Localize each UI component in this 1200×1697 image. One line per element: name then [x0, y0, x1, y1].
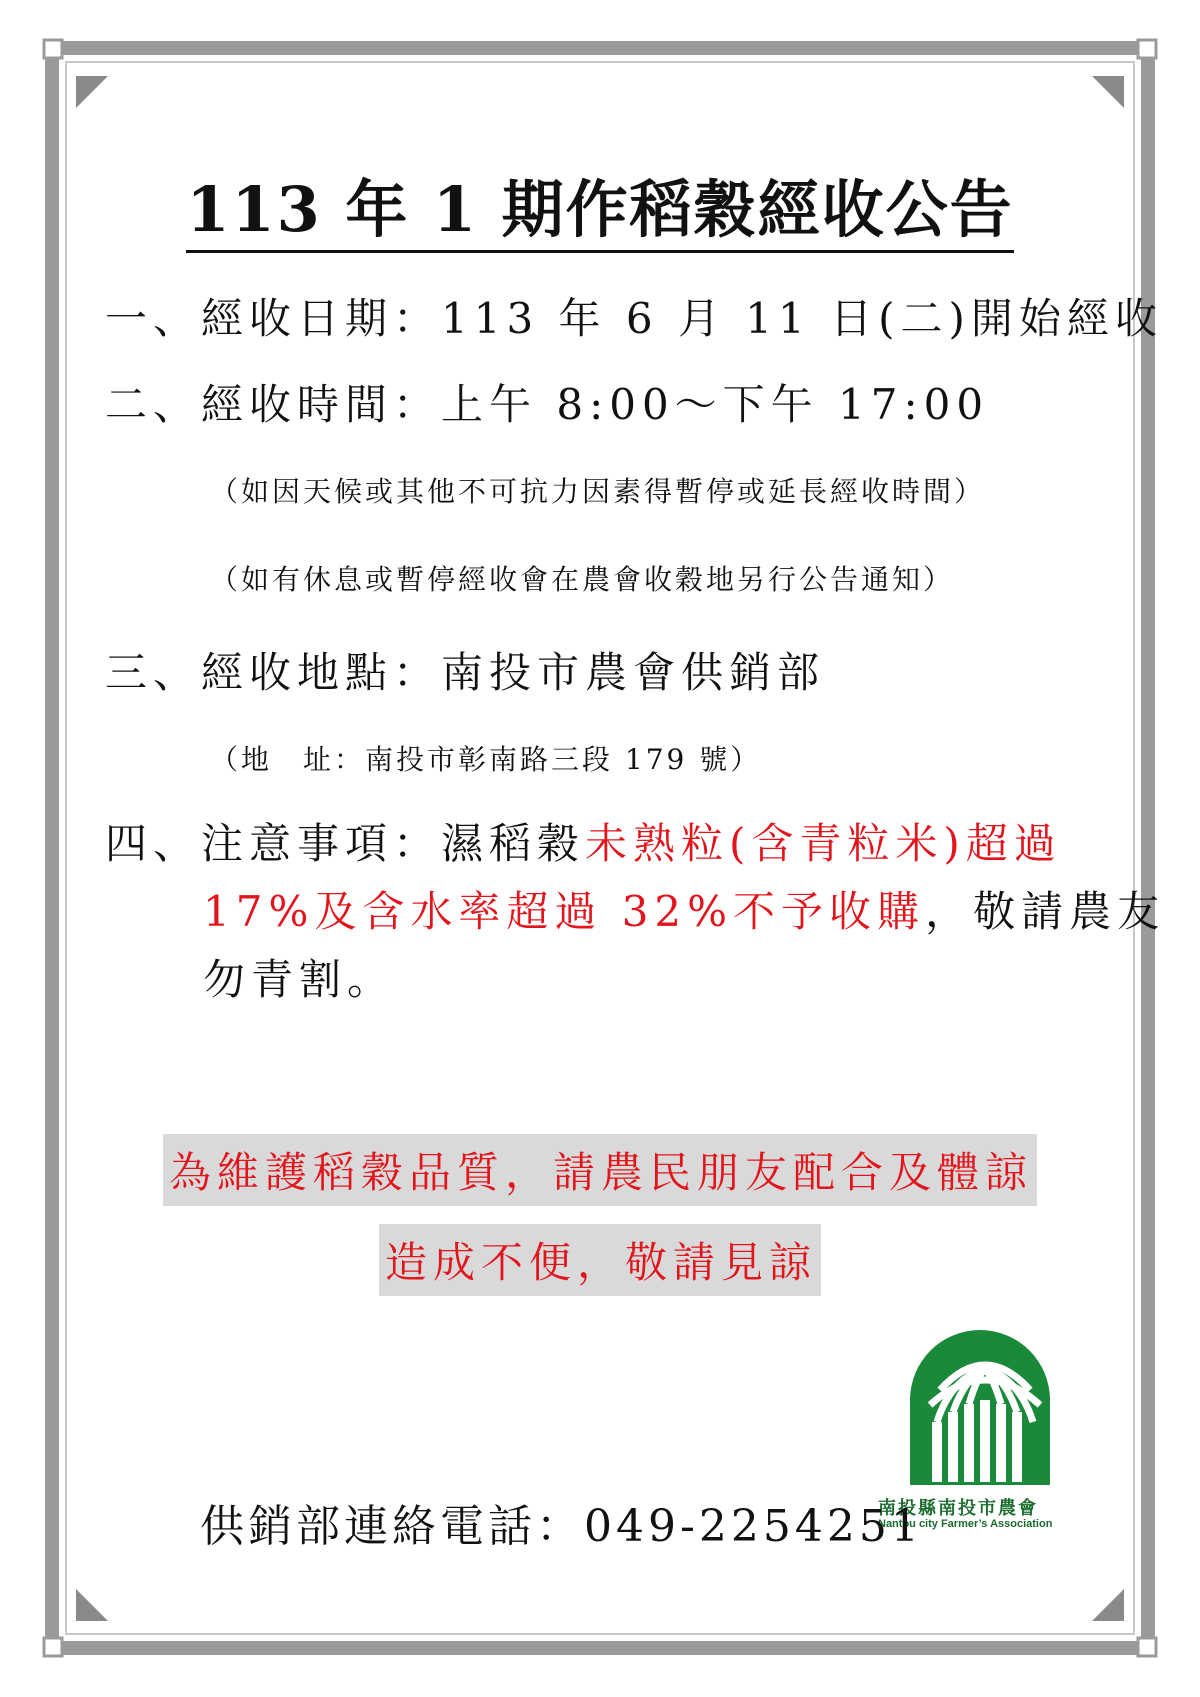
time-note-weather: （如因天候或其他不可抗力因素得暫停或延長經收時間） [210, 475, 986, 508]
item-value: 113 年 6 月 11 日(二)開始經收 [441, 294, 1163, 343]
apology-banner-line1 [0, 1134, 1200, 1206]
page-title [0, 160, 1200, 249]
item-value: 南投市農會供銷部 [441, 648, 826, 697]
banner-text: 為維護稻穀品質，請農民朋友配合及體諒 [163, 1134, 1037, 1206]
notes-text: 濕稻穀 [441, 819, 586, 868]
apology-banner-line2 [0, 1224, 1200, 1296]
title-text: 113 年 1 期作稻穀經收公告 [186, 173, 1013, 253]
contact-line [200, 1490, 923, 1554]
item-harvest-date [105, 286, 1163, 346]
notes-warning: 未熟粒(含青粒米)超過 [585, 819, 1062, 868]
item-label: 二、經收時間： [105, 380, 442, 429]
item-label: 一、經收日期： [105, 294, 442, 343]
item-notes [105, 810, 1166, 1014]
item-label: 三、經收地點： [105, 648, 442, 697]
notes-text-end: 勿青割。 [203, 955, 396, 1004]
item-value: 上午 8:00～下午 17:00 [441, 380, 990, 429]
time-note-closure: （如有休息或暫停經收會在農會收穀地另行公告通知） [210, 563, 955, 596]
contact-phone: 049-2254251 [584, 1501, 923, 1552]
logo-name-en: Nantou city Farmer’s Association [878, 1518, 1053, 1530]
farmers-association-logo [880, 1330, 1080, 1490]
notes-text: ，敬請農友 [925, 887, 1166, 936]
item-label: 四、注意事項： [105, 819, 442, 868]
location-address: （地 址：南投市彰南路三段 179 號） [210, 743, 762, 776]
logo-name-zh: 南投縣南投市農會 [878, 1498, 1038, 1519]
contact-label: 供銷部連絡電話： [200, 1501, 584, 1552]
item-harvest-time [105, 372, 989, 432]
notes-warning-threshold: 17%及含水率超過 32%不予收購 [203, 887, 926, 936]
item-harvest-location [105, 640, 825, 700]
banner-text: 造成不便，敬請見諒 [379, 1224, 821, 1296]
